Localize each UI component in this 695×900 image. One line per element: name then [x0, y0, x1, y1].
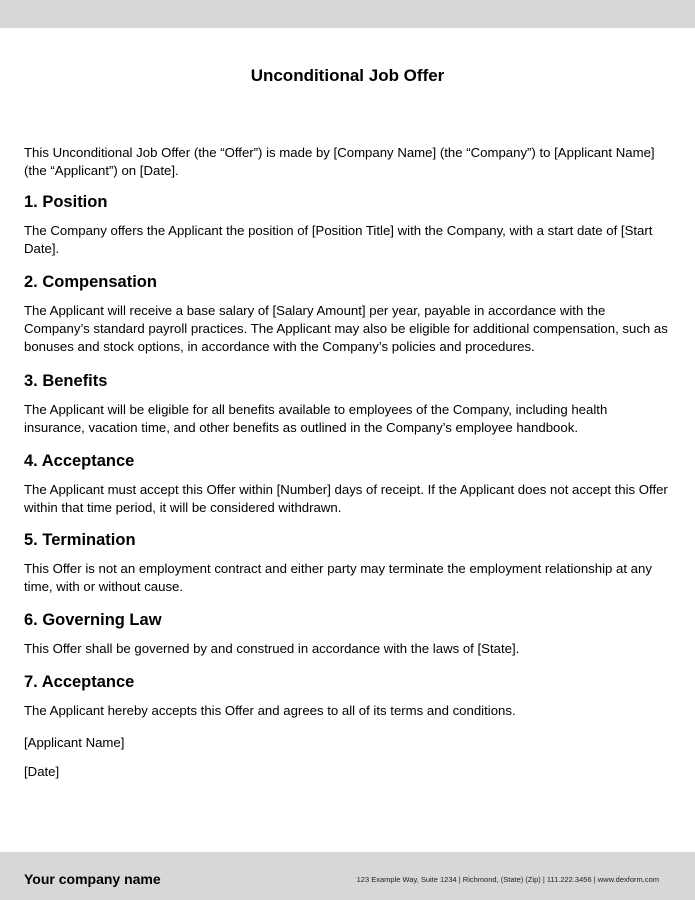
footer-company-name: Your company name: [24, 871, 161, 887]
section-body: The Applicant must accept this Offer within [Number] days of receipt. If the Applicant does not accept this Offer within that time period, it will be considered withdrawn.: [24, 482, 668, 515]
section-governing-law: [24, 610, 669, 658]
footer-address: 123 Example Way, Suite 1234 | Richmond, (State) (Zip) | 111.222.3456 | www.dexform.com: [356, 875, 659, 884]
section-heading: 7. Acceptance: [24, 673, 135, 691]
section-heading: 3. Benefits: [24, 372, 108, 390]
intro-paragraph: This Unconditional Job Offer (the “Offer”) is made by [Company Name] (the “Company”) to [Applicant Name] (the “Applicant”) on [Date].: [24, 145, 655, 178]
document-page: [0, 28, 695, 852]
document-title: Unconditional Job Offer: [250, 66, 445, 85]
section-heading: 4. Acceptance: [24, 452, 135, 470]
section-position: [24, 192, 669, 258]
section-heading: 5. Termination: [24, 531, 136, 549]
top-band: [0, 0, 695, 28]
section-acceptance: [24, 451, 669, 517]
section-heading: 1. Position: [24, 193, 108, 211]
section-body: The Applicant will receive a base salary of [Salary Amount] per year, payable in accordance with the Company’s standard payroll practices. The Applicant may also be eligible for additional compensation, such as bonuses and stock options, in accordance with the Company’s policies and procedures.: [24, 303, 668, 354]
section-heading: 2. Compensation: [24, 273, 157, 291]
section-body: The Applicant hereby accepts this Offer and agrees to all of its terms and conditions.: [24, 703, 516, 718]
section-body: This Offer is not an employment contract and either party may terminate the employment relationship at any time, with or without cause.: [24, 561, 652, 594]
signature-name: [Applicant Name]: [24, 735, 125, 750]
section-heading: 6. Governing Law: [24, 611, 162, 629]
section-body: The Applicant will be eligible for all benefits available to employees of the Company, including health insurance, vacation time, and other benefits as outlined in the Company’s employee handbook.: [24, 402, 608, 435]
section-body: The Company offers the Applicant the position of [Position Title] with the Company, with a start date of [Start Date].: [24, 223, 653, 256]
signature-date: [Date]: [24, 764, 60, 779]
section-termination: [24, 530, 669, 596]
section-body: This Offer shall be governed by and construed in accordance with the laws of [State].: [24, 641, 520, 656]
section-benefits: [24, 371, 669, 437]
section-final-acceptance: [24, 672, 669, 720]
section-compensation: [24, 272, 669, 356]
footer: [0, 852, 695, 900]
